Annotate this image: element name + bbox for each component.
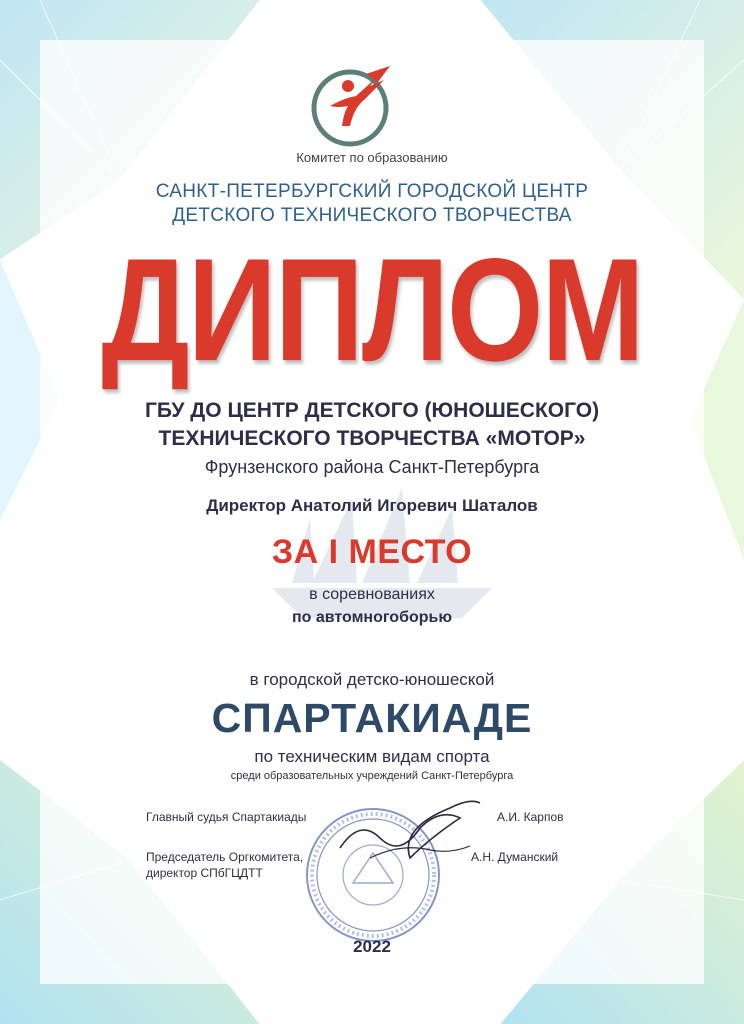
diploma-title: ДИПЛОМ <box>101 229 643 393</box>
organization-line-2: ДЕТСКОГО ТЕХНИЧЕСКОГО ТВОРЧЕСТВА <box>172 205 572 226</box>
recipient-district: Фрунзенского района Санкт-Петербурга <box>204 457 540 477</box>
event-name: СПАРТАКИАДЕ <box>211 695 533 741</box>
committee-text: Комитет по образованию <box>296 150 448 165</box>
award-place: ЗА I МЕСТО <box>271 533 473 571</box>
recipient-line-1: ГБУ ДО ЦЕНТР ДЕТСКОГО (ЮНОШЕСКОГО) <box>144 399 600 422</box>
award-year: 2022 <box>353 937 391 956</box>
competition-line-2: по автомногоборью <box>291 609 453 626</box>
center-logo <box>304 56 400 152</box>
event-line-3: среди образовательных учреждений Санкт-Петербурга <box>230 770 514 782</box>
judge-role: Главный судья Спартакиады <box>146 810 307 824</box>
event-line-2: по техническим видам спорта <box>254 747 490 766</box>
judge-name: А.И. Карпов <box>497 810 564 824</box>
handwritten-signature <box>330 788 490 868</box>
chair-role-line-1: Председатель Оргкомитета, <box>146 850 304 864</box>
event-line-1: в городской детско-юношеской <box>249 670 495 689</box>
organization-line-1: САНКТ-ПЕТЕРБУРГСКИЙ ГОРОДСКОЙ ЦЕНТР <box>155 181 589 202</box>
recipient-director: Директор Анатолий Игоревич Шаталов <box>206 496 538 515</box>
chair-role-line-2: директор СПбГЦДТТ <box>146 866 263 880</box>
chair-name: А.Н. Думанский <box>471 850 559 864</box>
competition-line-1: в соревнованиях <box>309 586 435 603</box>
recipient-line-2: ТЕХНИЧЕСКОГО ТВОРЧЕСТВА «МОТОР» <box>158 427 586 450</box>
